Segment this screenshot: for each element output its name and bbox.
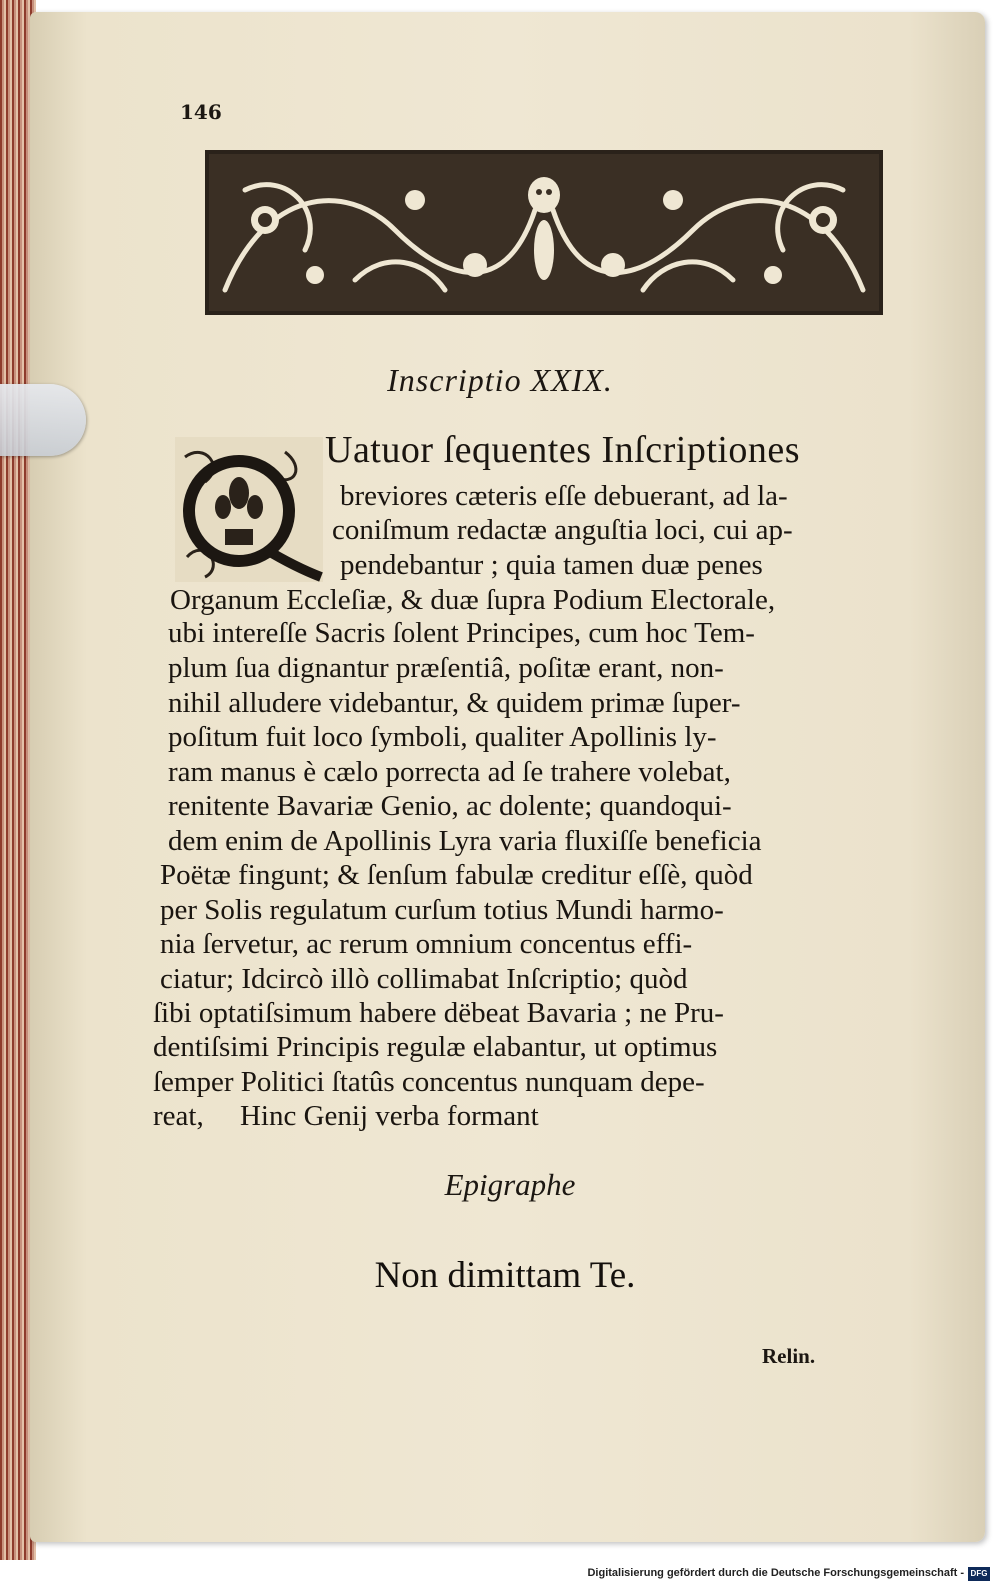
text-line-7: plum ſua dignantur præſentiâ, poſitæ erant, non- [168, 652, 724, 684]
text-line-10: ram manus è cælo porrecta ad ſe trahere volebat, [168, 756, 731, 788]
text-line-4: pendebantur ; quia tamen duæ penes [340, 549, 763, 581]
inscription-heading: Inscriptio XXIX. [387, 362, 613, 398]
decorated-initial-q [175, 437, 323, 582]
text-line-20: reat, Hinc Genij verba formant [153, 1100, 539, 1132]
text-line-9: poſitum fuit loco ſymboli, qualiter Apollinis ly- [168, 721, 717, 753]
text-line-6: ubi intereſſe Sacris ſolent Principes, cum hoc Tem- [168, 617, 755, 649]
motto-text: Non dimittam Te. [374, 1255, 636, 1296]
text-line-18: dentiſsimi Principis regulæ elabantur, ut optimus [153, 1031, 718, 1063]
text-line-8: nihil alludere videbantur, & quidem primæ ſuper- [168, 687, 741, 719]
text-line-19: ſemper Politici ſtatûs concentus nunquam depe- [153, 1066, 705, 1098]
text-line-17: ſibi optatiſsimum habere dëbeat Bavaria ; ne Pru- [153, 997, 724, 1029]
ornamental-headpiece [205, 150, 883, 315]
dfg-logo: DFG [968, 1567, 990, 1581]
text-line-3: coniſmum redactæ anguſtia loci, cui ap- [332, 514, 793, 546]
page-number: 146 [180, 100, 222, 124]
text-line-1: Uatuor ſequentes Inſcriptiones [325, 429, 801, 471]
text-line-2: breviores cæteris eſſe debuerant, ad la- [340, 480, 788, 512]
text-line-14: per Solis regulatum curſum totius Mundi harmo- [160, 894, 724, 926]
text-line-13: Poëtæ fingunt; & ſenſum fabulæ creditur eſſè, quòd [160, 859, 753, 891]
text-line-15: nia ſervetur, ac rerum omnium concentus effi- [160, 928, 693, 960]
text-line-5: Organum Eccleſiæ, & duæ ſupra Podium Electorale, [170, 584, 776, 616]
epigraphe-heading: Epigraphe [444, 1167, 576, 1202]
text-line-16: ciatur; Idcircò illò collimabat Inſcriptio; quòd [160, 963, 688, 995]
text-line-12: dem enim de Apollinis Lyra varia fluxiſſe beneficia [168, 825, 762, 857]
digitization-credit: Digitalisierung gefördert durch die Deutsche Forschungsgemeinschaft - [587, 1567, 964, 1579]
text-line-11: renitente Bavariæ Genio, ac dolente; quandoqui- [168, 790, 732, 822]
catchword: Relin. [762, 1344, 816, 1368]
